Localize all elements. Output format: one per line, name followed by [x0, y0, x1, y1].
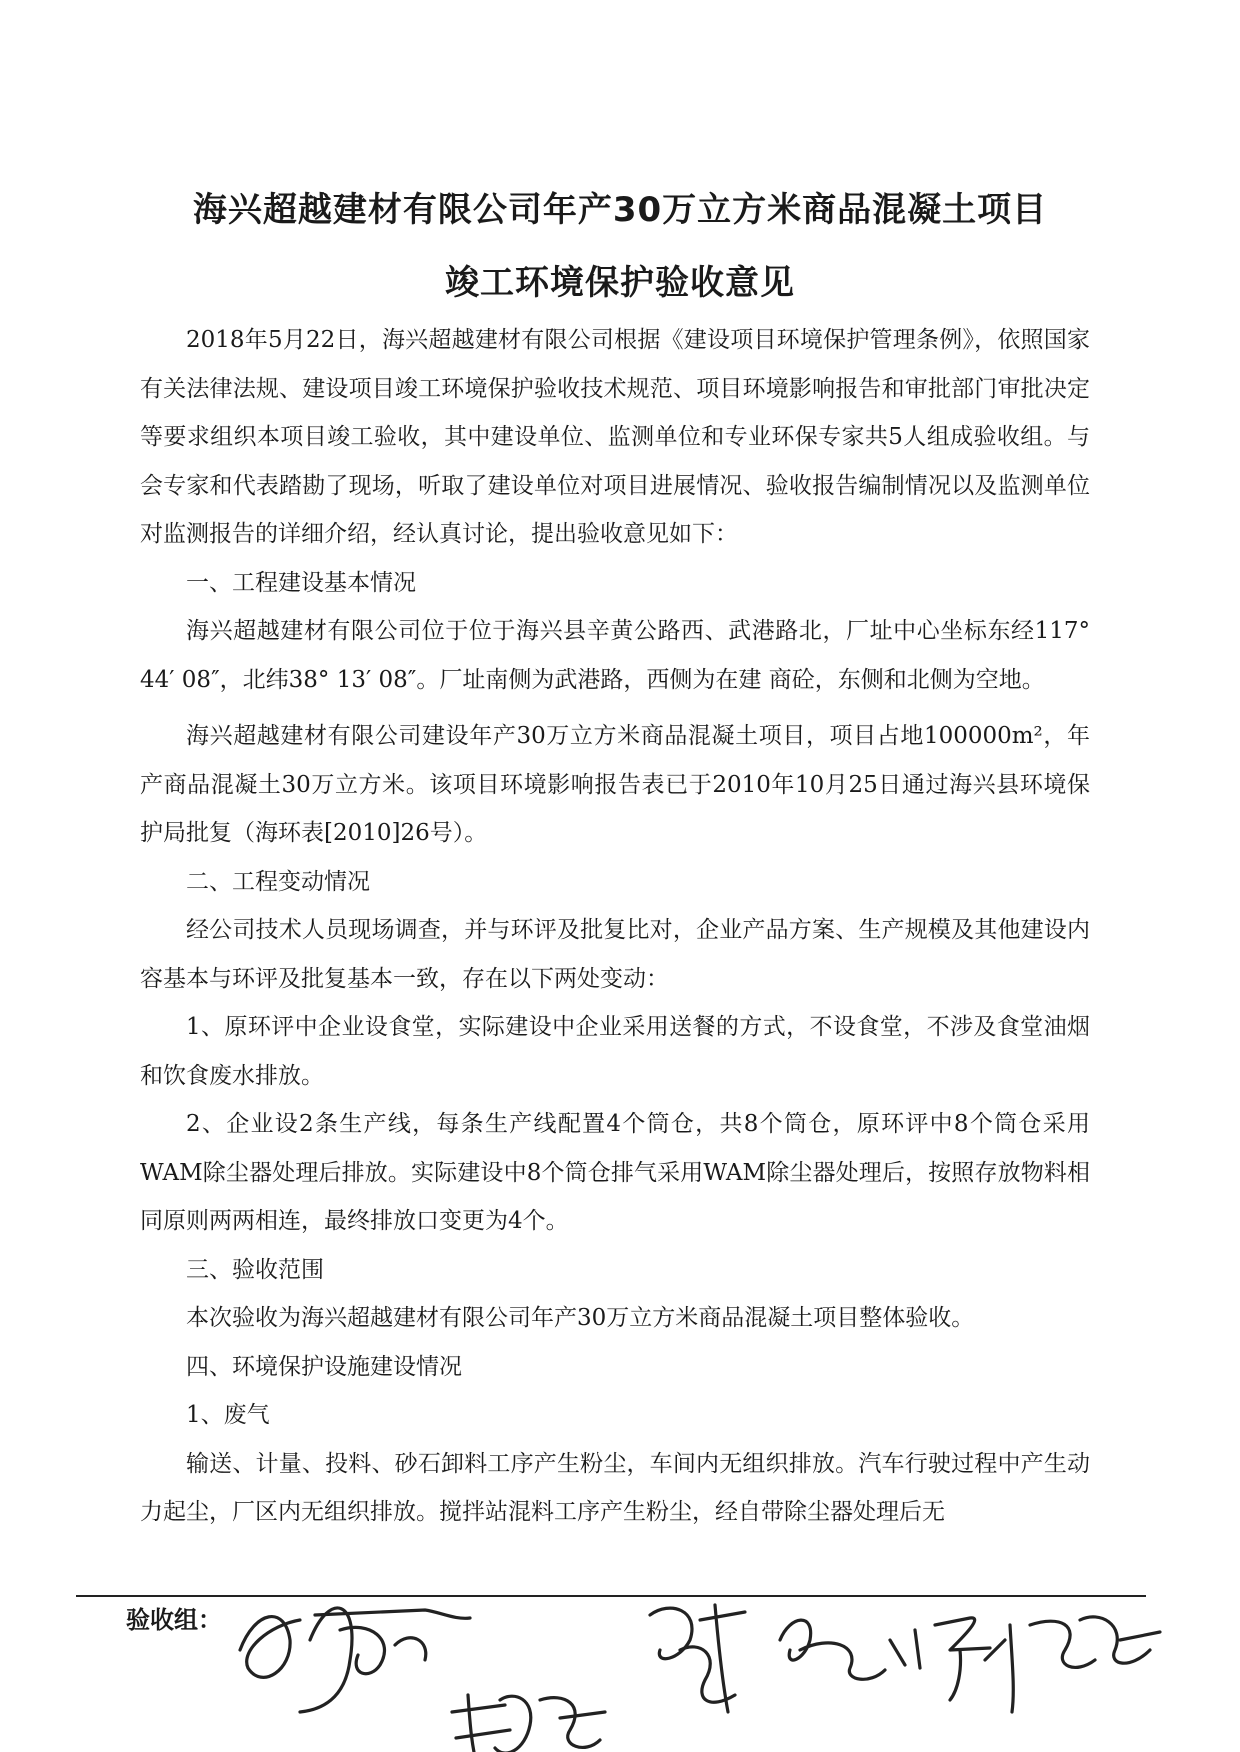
acceptance-group-label: 验收组： [126, 1606, 222, 1634]
paragraph-intro: 2018年5月22日，海兴超越建材有限公司根据《建设项目环境保护管理条例》，依照国家有关法律法规、建设项目竣工环境保护验收技术规范、项目环境影响报告和审批部门审批决定等要求组织本项目竣工验收，其中建设单位、监测单位和专业环保专家共5人组成验收组。与会专家和代表踏勘了现场，听取了建设单位对项目进展情况、验收报告编制情况以及监测单位对监测报告的详细介绍，经认真讨论，提出验收意见如下： [140, 327, 1090, 547]
section-heading-4: 四、环境保护设施建设情况 [186, 1353, 462, 1380]
signature-1 [240, 1608, 470, 1712]
signature-4 [780, 1618, 990, 1700]
signature-2 [452, 1695, 605, 1752]
section-heading-3: 三、验收范围 [186, 1256, 324, 1283]
paragraph-scope: 本次验收为海兴超越建材有限公司年产30万立方米商品混凝土项目整体验收。 [186, 1305, 975, 1331]
document-title-line2: 竣工环境保护验收意见 [445, 263, 795, 303]
paragraph-location: 海兴超越建材有限公司位于位于海兴县辛黄公路西、武港路北，厂址中心坐标东经117° 44′ 08″，北纬38° 13′ 08″。厂址南侧为武港路，西侧为在建 商砼，东侧和北侧为空地。 [140, 618, 1090, 693]
section-heading-1: 一、工程建设基本情况 [186, 569, 416, 596]
paragraph-changes-intro: 经公司技术人员现场调查，并与环评及批复比对，企业产品方案、生产规模及其他建设内容基本与环评及批复基本一致，存在以下两处变动： [140, 917, 1090, 992]
paragraph-project-scale: 海兴超越建材有限公司建设年产30万立方米商品混凝土项目，项目占地100000m²，年产商品混凝土30万立方米。该项目环境影响报告表已于2010年10月25日通过海兴县环境保护局批复（海环表[2010]26号）。 [140, 723, 1090, 846]
paragraph-exhaust: 输送、计量、投料、砂石卸料工序产生粉尘，车间内无组织排放。汽车行驶过程中产生动力起尘，厂区内无组织排放。搅拌站混料工序产生粉尘，经自带除尘器处理后无 [140, 1450, 1090, 1525]
document-title-line1: 海兴超越建材有限公司年产30万立方米商品混凝土项目 [192, 190, 1048, 230]
paragraph-change-2: 2、企业设2条生产线，每条生产线配置4个筒仓，共8个筒仓，原环评中8个筒仓采用WAM除尘器处理后排放。实际建设中8个筒仓排气采用WAM除尘器处理后，按照存放物料相同原则两两相连，最终排放口变更为4个。 [140, 1111, 1090, 1234]
signature-5 [985, 1617, 1160, 1712]
subsection-heading-exhaust: 1、废气 [186, 1402, 270, 1428]
section-heading-2: 二、工程变动情况 [186, 868, 370, 895]
signature-3 [650, 1605, 745, 1712]
paragraph-change-1: 1、原环评中企业设食堂，实际建设中企业采用送餐的方式，不设食堂，不涉及食堂油烟和饮食废水排放。 [140, 1014, 1090, 1089]
